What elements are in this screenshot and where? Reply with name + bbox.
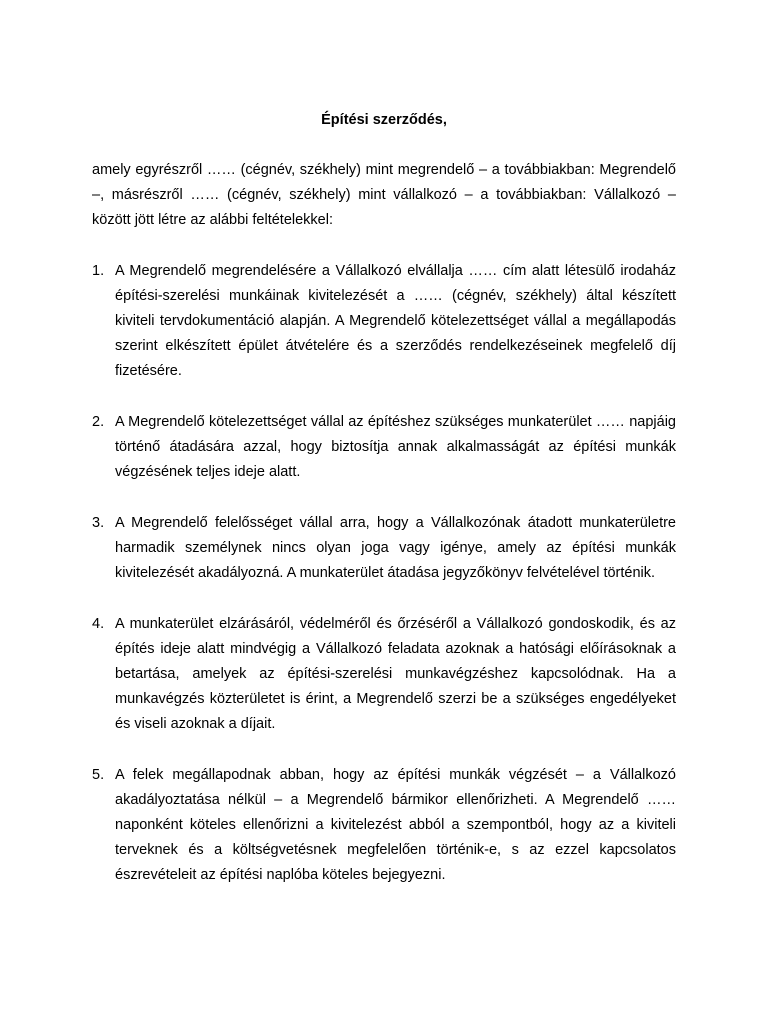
clause-number: 5. [92,767,105,783]
clause-text: A Megrendelő felelősséget vállal arra, hogy a Vállalkozónak átadott munkaterületre harmadik személynek nincs olyan joga vagy igénye, amely az építési munkák kivitelezését akadályozná. A munkaterület átadása jegyzőkönyv felvételével történik. [115,515,676,581]
document-title: Építési szerződés, [321,112,447,128]
clause-text: A Megrendelő megrendelésére a Vállalkozó elvállalja …… cím alatt létesülő irodaház építési-szerelési munkáinak kivitelezését a …… (cégnév, székhely) által készített kiviteli tervdokumentáció alapján. A Megrendelő kötelezettséget vállal a megállapodás szerint elkészített épület átvételére és a szerződés rendelkezéseinek megfelelő díj fizetésére. [115,263,676,379]
clause-number: 1. [92,263,105,279]
clause-text: A felek megállapodnak abban, hogy az építési munkák végzését – a Vállalkozó akadályoztatása nélkül – a Megrendelő bármikor ellenőrizheti. A Megrendelő …… naponként köteles ellenőrizni a kivitelezést abból a szempontból, hogy az a kiviteli terveknek és a költségvetésnek megfelelően történik-e, s az ezzel kapcsolatos észrevételeit az építési naplóba köteles bejegyezni. [115,767,676,883]
clause-item [92,511,676,586]
intro-paragraph: amely egyrészről …… (cégnév, székhely) mint megrendelő – a továbbiakban: Megrendelő –, másrészről …… (cégnév, székhely) mint vállalkozó – a továbbiakban: Vállalkozó – között jött létre az alábbi feltételekkel: [92,162,676,228]
clause-item [92,612,676,737]
clause-text: A munkaterület elzárásáról, védelméről és őrzéséről a Vállalkozó gondoskodik, és az építés ideje alatt mindvégig a Vállalkozó feladata azoknak a hatósági előírásoknak a betartása, amelyek az építési-szerelési munkavégzéshez kapcsolódnak. Ha a munkavégzés közterületet is érint, a Megrendelő szerzi be a szükséges engedélyeket és viseli azoknak a díjait. [115,616,676,732]
clause-item [92,410,676,485]
clause-item [92,763,676,888]
clause-number: 2. [92,414,105,430]
clause-text: A Megrendelő kötelezettséget vállal az építéshez szükséges munkaterület …… napjáig történő átadására azzal, hogy biztosítja annak alkalmasságát az építési munkák végzésének teljes ideje alatt. [115,414,676,480]
clause-item [92,259,676,384]
clause-list [92,259,676,888]
document-page [92,108,676,914]
clause-number: 3. [92,515,105,531]
clause-number: 4. [92,616,105,632]
